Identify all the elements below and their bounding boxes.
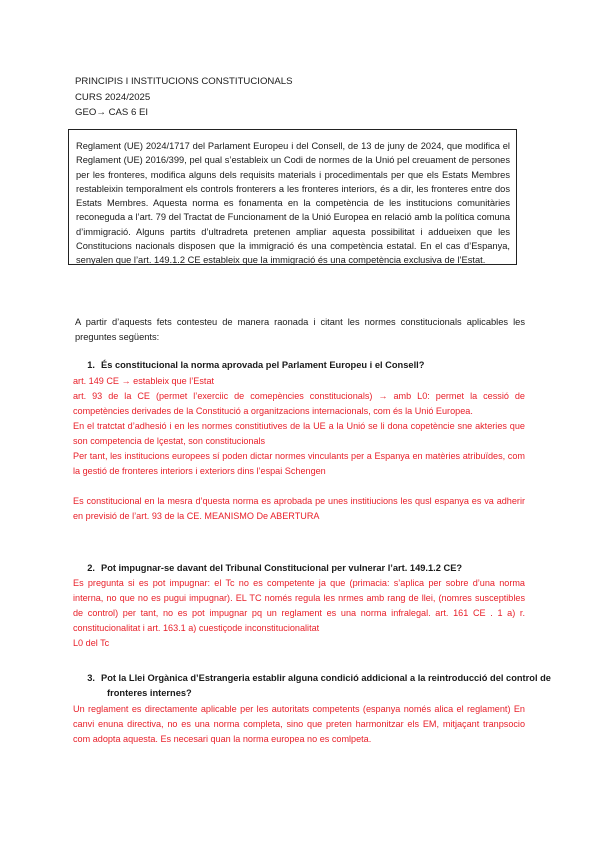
answer-2-line: L0 del Tc — [73, 638, 110, 648]
document-header — [75, 74, 292, 121]
course-title: PRINCIPIS I INSTITUCIONS CONSTITUCIONALS — [75, 76, 293, 87]
answer-1-line: art. 93 de la CE (permet l’exerciic de comepències constitucionals) → amb L0: permet la cessió de competències derivades de la Constitució a organitzacions internacionals, com és la Unió Europea. — [73, 391, 525, 416]
question-1 — [75, 358, 525, 373]
answer-1-spacer — [73, 479, 525, 494]
case-statement-text: Reglament (UE) 2024/1717 del Parlament Europeu i del Consell, de 13 de juny de 2024, que modifica el Reglament (UE) 2016/399, pel qual s’estableix un Codi de normes de la Unió pel creuament de persones per les fronteres, modifica alguns dels requisits materials i procedimentals per que els Estats Membres restableixin temporalment els controls fronterers a les fronteres interiors, és a dir, les fronteres entre dos Estats Membres. Aquesta norma es fonamenta en la competència de les institucions comunitàries reconeguda a l’art. 79 del Tractat de Funcionament de la Unió Europea en relació amb la política comuna d’immigració. Alguns partits d’ultradreta pretenen ampliar aquesta possibilitat i addueixen que les Constitucions nacionals disposen que la immigració és una competència estatal. En el cas d’Espanya, senyalen que l’art. 149.1.2 CE estableix que la immigració és una competència exclusiva de l’Estat. — [76, 141, 510, 266]
answer-1-line: Es constitucional en la mesra d’questa norma es aprobada pe unes institiucions les qusl espanya es va adherir en previsió de l’art. 93 de la CE. MEANISMO De ABERTURA — [73, 496, 525, 521]
answer-1-line: En el tratctat d’adhesió i en les normes constitiutives de la UE a la Unió se li dona copetèncie sne akteries que son competencia de lçestat, son constitucionals — [73, 421, 525, 446]
course-year: CURS 2024/2025 — [75, 91, 151, 103]
case-label: GEO→ CAS 6 EI — [75, 107, 149, 118]
question-1-text: És constitucional la norma aprovada pel Parlament Europeu i el Consell? — [101, 360, 425, 370]
answer-1 — [73, 374, 525, 524]
answer-1-line: Per tant, les institucions europees sí poden dictar normes vinculants per a Espanya en matèries atribuïdes, com la gestió de fronteres interiors i exteriors dins l’espai Schengen — [73, 451, 525, 476]
answer-3-line: Un reglament es directamente aplicable per les autoritats competents (espanya només alica el reglament) En canvi enuna directiva, no es una norma completa, sino que preten harmonitzar els EM, mitjaçant tranpsocio com adopta aquesta. Es necesari quan la norma europea no es comlpeta. — [73, 704, 525, 744]
question-3-text: Pot la Llei Orgànica d’Estrangeria establir alguna condició addicional a la reintroducció del control de fronteres internes? — [101, 673, 551, 698]
answer-2-line: Es pregunta si es pot impugnar: el Tc no es competente ja que (primacia: s’aplica per sobre d’una norma interna, no que no es pugui impugnar). EL TC només regula les nrmes amb rang de llei, (nomres susceptibles de control) per tant, no es pot impugnar pq un reglament es una norma infralegal. art. 161 CE . 1 a) r. constitucionalitat i art. 163.1 a) cuestiçode inconstitucionalitat — [73, 578, 525, 633]
case-statement-box — [68, 129, 517, 265]
instructions-text: A partir d’aquests fets contesteu de manera raonada i citant les normes constitucionals aplicables les preguntes següents: — [75, 317, 525, 342]
answer-1-line: art. 149 CE → estableix que l’Estat — [73, 376, 215, 386]
question-2 — [75, 561, 525, 576]
question-3-number: 3. — [87, 673, 95, 683]
question-1-number: 1. — [87, 360, 95, 370]
question-3 — [75, 671, 559, 701]
question-2-number: 2. — [87, 563, 95, 573]
question-2-text: Pot impugnar-se davant del Tribunal Constitucional per vulnerar l’art. 149.1.2 CE? — [101, 563, 463, 573]
answer-2 — [73, 576, 525, 651]
answer-3 — [73, 702, 525, 747]
